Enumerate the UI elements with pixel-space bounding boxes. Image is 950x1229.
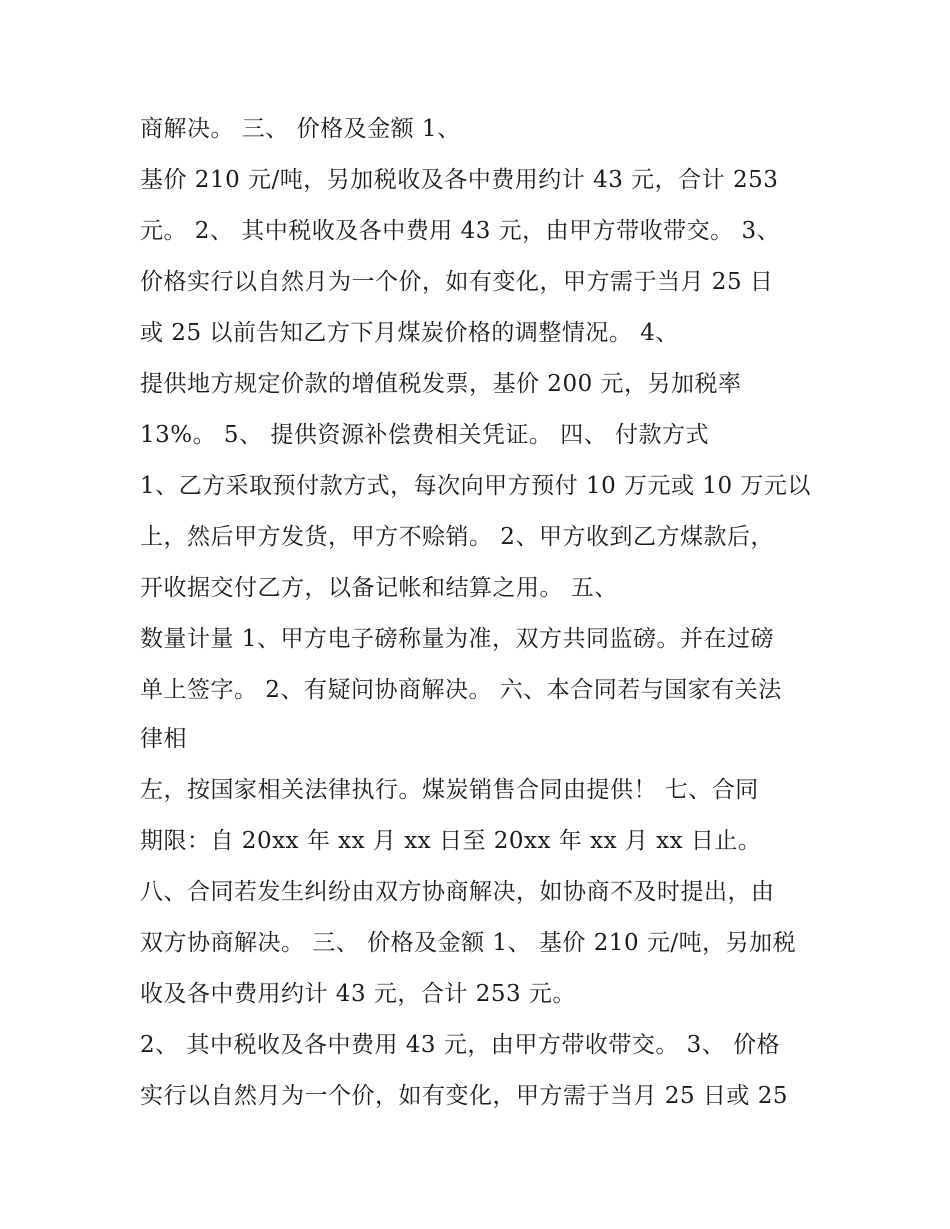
text-line: 期限：自 20xx 年 xx 月 xx 日至 20xx 年 xx 月 xx 日止。: [140, 828, 762, 854]
text-line: 2、 其中税收及各中费用 43 元，由甲方带收带交。 3、 价格: [140, 1032, 781, 1058]
text-line: 提供地方规定价款的增值税发票，基价 200 元，另加税率: [140, 371, 742, 397]
text-line: 1、乙方采取预付款方式，每次向甲方预付 10 万元或 10 万元以: [140, 473, 811, 499]
text-line: 实行以自然月为一个价，如有变化，甲方需于当月 25 日或 25: [140, 1083, 788, 1109]
text-line: 单上签字。 2、有疑问协商解决。 六、本合同若与国家有关法: [140, 677, 782, 703]
text-line: 左，按国家相关法律执行。煤炭销售合同由提供！ 七、合同: [140, 777, 759, 803]
text-line: 八、合同若发生纠纷由双方协商解决，如协商不及时提出，由: [140, 879, 775, 905]
text-line: 双方协商解决。 三、 价格及金额 1、 基价 210 元/吨，另加税: [140, 930, 797, 956]
text-line: 价格实行以自然月为一个价，如有变化，甲方需于当月 25 日: [140, 269, 774, 295]
text-line: 基价 210 元/吨，另加税收及各中费用约计 43 元，合计 253: [140, 167, 779, 193]
text-line: 律相: [140, 726, 187, 752]
text-line: 元。 2、 其中税收及各中费用 43 元，由甲方带收带交。 3、: [140, 218, 781, 244]
text-line: 或 25 以前告知乙方下月煤炭价格的调整情况。 4、: [140, 320, 679, 346]
text-line: 商解决。 三、 价格及金额 1、: [140, 116, 461, 142]
text-line: 13%。 5、 提供资源补偿费相关凭证。 四、 付款方式: [140, 422, 709, 448]
text-line: 上，然后甲方发货，甲方不赊销。 2、甲方收到乙方煤款后，: [140, 524, 774, 550]
text-line: 数量计量 1、甲方电子磅称量为准，双方共同监磅。并在过磅: [140, 626, 774, 652]
text-line: 开收据交付乙方，以备记帐和结算之用。 五、: [140, 575, 618, 601]
text-line: 收及各中费用约计 43 元，合计 253 元。: [140, 981, 576, 1007]
